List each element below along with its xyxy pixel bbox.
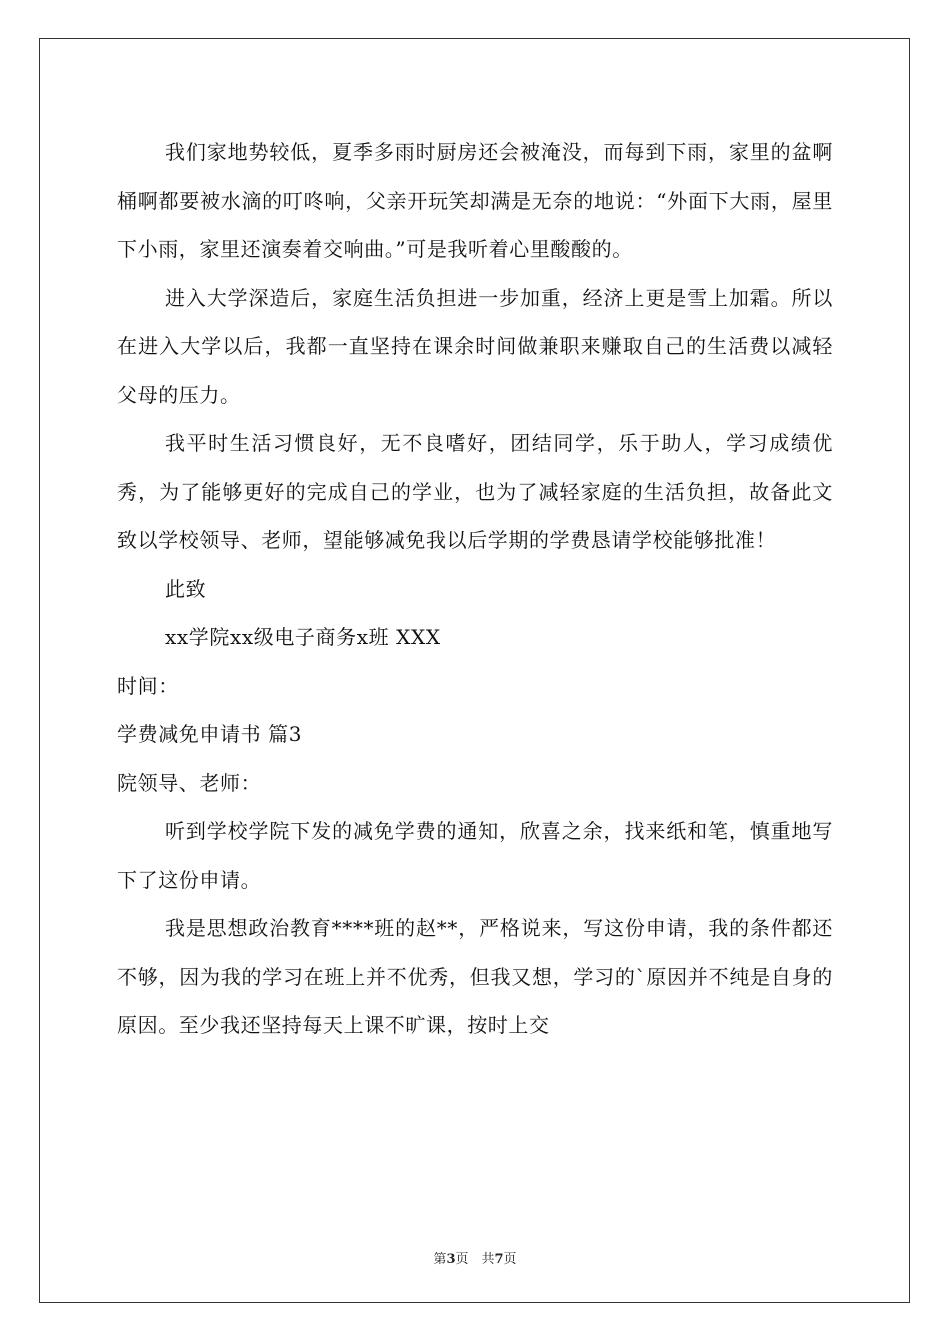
paragraph: 听到学校学院下发的减免学费的通知，欣喜之余，找来纸和笔，慎重地写下了这份申请。 [117,819,833,892]
page-number-footer [0,1248,950,1267]
paragraph: 进入大学深造后，家庭生活负担进一步加重，经济上更是雪上加霜。所以在进入大学以后，我都一直坚持在课余时间做兼职来赚取自己的生活费以减轻父母的压力。 [117,285,833,407]
section-title: 学费减免申请书 篇3 [117,722,303,746]
closing-salutation: 此致 [165,576,207,601]
page-total: 7 [494,1252,504,1267]
date-line: 时间： [117,673,179,698]
document-body [117,128,833,1050]
salutation: 院领导、老师： [117,770,262,795]
page-suffix: 页 [503,1252,517,1267]
page-current: 3 [446,1252,456,1267]
page-mid: 页 共 [455,1252,495,1267]
paragraph: 我们家地势较低，夏季多雨时厨房还会被淹没，而每到下雨，家里的盆啊桶啊都要被水滴的叮咚响，父亲开玩笑却满是无奈的地说：“外面下大雨，屋里下小雨，家里还演奏着交响曲。”可是我听着心里酸酸的。 [117,140,833,261]
paragraph: 我是思想政治教育****班的赵**，严格说来，写这份申请，我的条件都还不够，因为我的学习在班上并不优秀，但我又想，学习的`原因并不纯是自身的原因。至少我还坚持每天上课不旷课，按时上交 [117,916,833,1037]
page-prefix: 第 [433,1252,447,1267]
paragraph: 我平时生活习惯良好，无不良嗜好，团结同学，乐于助人，学习成绩优秀，为了能够更好的完成自己的学业，也为了减轻家庭的生活负担，故备此文致以学校领导、老师，望能够减免我以后学期的学费恳请学校能够批准！ [117,431,833,552]
signature-line: xx学院xx级电子商务x班 XXX [165,625,441,649]
